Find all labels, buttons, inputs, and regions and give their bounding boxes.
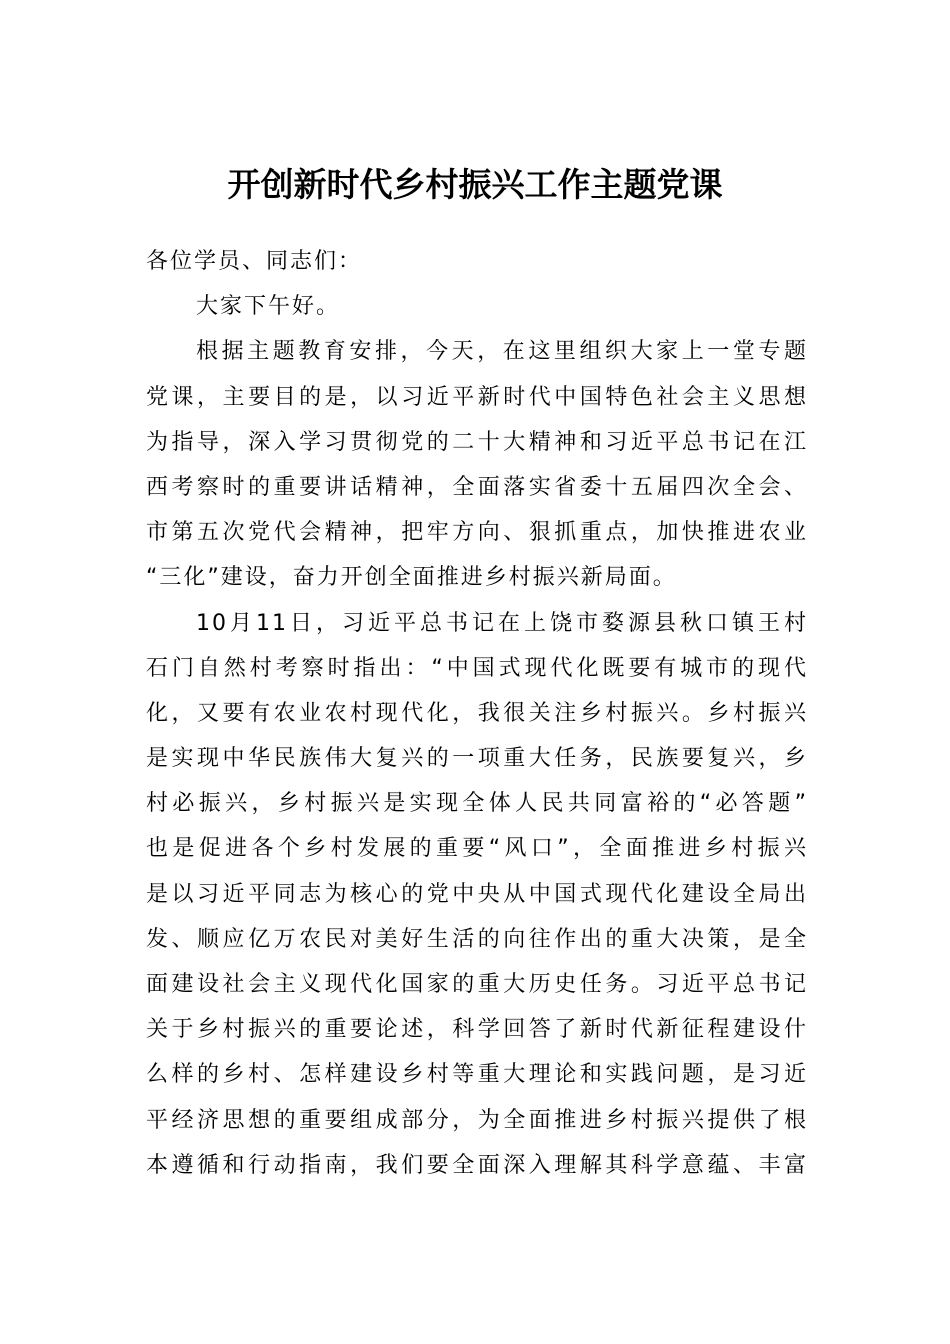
body-line: 关于乡村振兴的重要论述，科学回答了新时代新征程建设什 [146, 1017, 808, 1043]
body-line: 各位学员、同志们： [146, 249, 363, 274]
body-line: “三化”建设，奋力开创全面推进乡村振兴新局面。 [146, 565, 677, 591]
body-line: 市第五次党代会精神，把牢方向、狠抓重点，加快推进农业 [146, 520, 808, 546]
body-line: 石门自然村考察时指出：“中国式现代化既要有城市的现代 [146, 655, 808, 681]
body-line: 大家下午好。 [196, 294, 341, 320]
body-line: 是以习近平同志为核心的党中央从中国式现代化建设全局出 [146, 881, 808, 907]
body-line: 么样的乡村、怎样建设乡村等重大理论和实践问题，是习近 [146, 1062, 808, 1088]
body-line: 根据主题教育安排，今天，在这里组织大家上一堂专题 [196, 339, 808, 365]
body-line: 发、顺应亿万农民对美好生活的向往作出的重大决策，是全 [146, 926, 808, 952]
body-line: 面建设社会主义现代化国家的重大历史任务。习近平总书记 [146, 972, 808, 997]
body-line: 化，又要有农业农村现代化，我很关注乡村振兴。乡村振兴 [146, 700, 808, 726]
body-line: 党课，主要目的是，以习近平新时代中国特色社会主义思想 [146, 384, 808, 410]
document-body [146, 239, 808, 1188]
body-line: 村必振兴，乡村振兴是实现全体人民共同富裕的“必答题” [146, 791, 808, 817]
body-line: 也是促进各个乡村发展的重要“风口”，全面推进乡村振兴 [146, 836, 808, 862]
body-line: 10月11日，习近平总书记在上饶市婺源县秋口镇王村 [196, 610, 808, 636]
document-title: 开创新时代乡村振兴工作主题党课 [227, 165, 723, 204]
body-line: 是实现中华民族伟大复兴的一项重大任务，民族要复兴，乡 [146, 746, 808, 772]
body-line: 平经济思想的重要组成部分，为全面推进乡村振兴提供了根 [146, 1107, 808, 1133]
body-line: 为指导，深入学习贯彻党的二十大精神和习近平总书记在江 [146, 429, 808, 455]
body-line: 本遵循和行动指南，我们要全面深入理解其科学意蕴、丰富 [146, 1152, 808, 1178]
body-line: 西考察时的重要讲话精神，全面落实省委十五届四次全会、 [146, 474, 808, 500]
